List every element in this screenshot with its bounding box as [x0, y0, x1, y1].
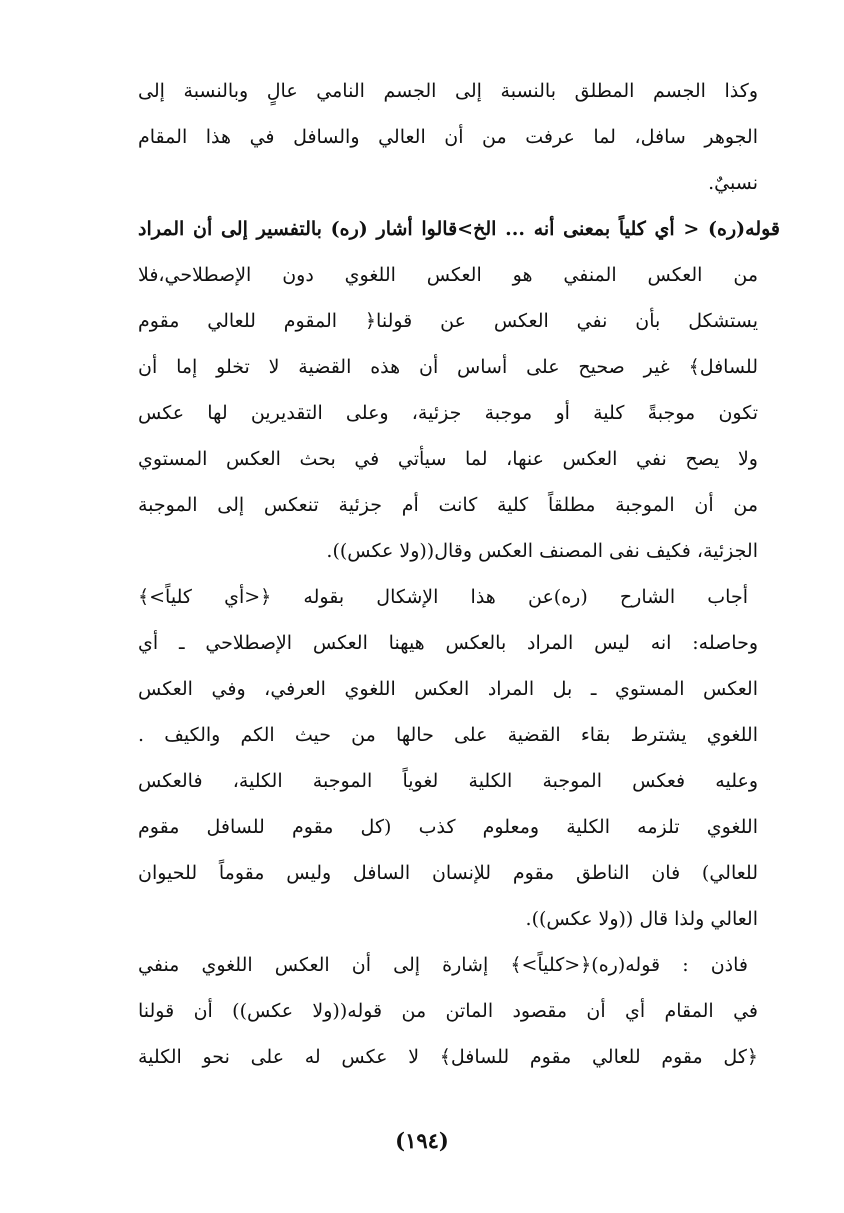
text-line: الجزئية، فكيف نفى المصنف العكس وقال((ولا عكس)).	[326, 540, 758, 562]
text-line: العالي ولذا قال ((ولا عكس)).	[525, 908, 758, 930]
text-line: اللغوي يشترط بقاء القضية على حالها من حيث الكم والكيف .	[138, 724, 758, 746]
text-line: للعالي) فان الناطق مقوم للإنسان السافل وليس مقوماً للحيوان	[138, 862, 758, 884]
text-line: أجاب الشارح (ره)عن هذا الإشكال بقوله ﴿<أي كلياً>﴾	[138, 586, 748, 608]
text-line: من أن الموجبة مطلقاً كلية كانت أم جزئية تنعكس إلى الموجبة	[138, 494, 758, 516]
text-line: فاذن : قوله(ره)﴿<كلياً>﴾ إشارة إلى أن العكس اللغوي منفي	[138, 954, 748, 976]
text-line: تكون موجبةً كلية أو موجبة جزئية، وعلى التقديرين لها عكس	[138, 402, 758, 424]
text-line: قوله(ره) < أي كلياً بمعنى أنه ... الخ>قالوا أشار (ره) بالتفسير إلى أن المراد	[138, 218, 780, 240]
text-line: للسافل﴾ غير صحيح على أساس أن هذه القضية لا تخلو إما أن	[138, 356, 758, 378]
text-line: ﴿كل مقوم للعالي مقوم للسافل﴾ لا عكس له على نحو الكلية	[138, 1046, 758, 1068]
body-text	[138, 68, 780, 1080]
text-line: وكذا الجسم المطلق بالنسبة إلى الجسم النامي عالٍ وبالنسبة إلى	[138, 80, 758, 102]
text-line: وحاصله: انه ليس المراد بالعكس هيهنا العكس الإصطلاحي ـ أي	[138, 632, 758, 654]
text-line: الجوهر سافل، لما عرفت من أن العالي والسافل في هذا المقام	[138, 126, 758, 148]
text-line: وعليه فعكس الموجبة الكلية لغوياً الموجبة الكلية، فالعكس	[138, 770, 758, 792]
text-line: اللغوي تلزمه الكلية ومعلوم كذب (كل مقوم للسافل مقوم	[138, 816, 758, 838]
text-line: نسبيٌ.	[708, 172, 758, 194]
text-line: يستشكل بأن نفي العكس عن قولنا﴿ المقوم للعالي مقوم	[138, 310, 758, 332]
text-line: من العكس المنفي هو العكس اللغوي دون الإصطلاحي،فلا	[138, 264, 758, 286]
text-line: ولا يصح نفي العكس عنها، لما سيأتي في بحث العكس المستوي	[138, 448, 758, 470]
text-line: العكس المستوي ـ بل المراد العكس اللغوي العرفي، وفي العكس	[138, 678, 758, 700]
text-line: في المقام أي أن مقصود الماتن من قوله((ولا عكس)) أن قولنا	[138, 1000, 758, 1022]
page-number: (١٩٤)	[395, 1128, 449, 1153]
